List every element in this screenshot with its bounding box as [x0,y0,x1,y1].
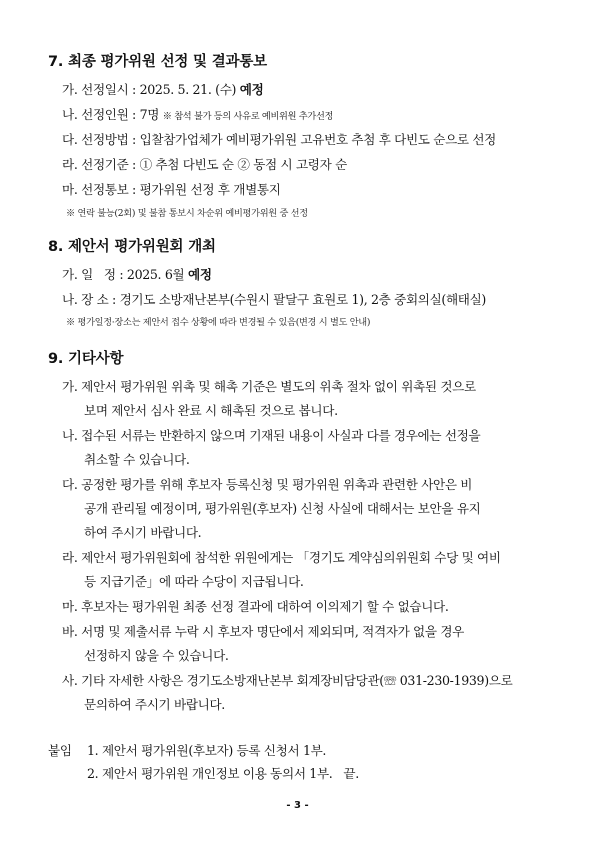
s8-ga-emphasis: 예정 [188,267,212,282]
s7-na-note: ※ 참석 불가 등의 사유로 예비위원 추가선정 [162,111,334,122]
s9-item-ba-line2: 선정하지 않을 수 있습니다. [84,648,229,663]
section-8-title: 8. 제안서 평가위원회 개최 [48,239,216,255]
page-number: - 3 - [286,800,309,811]
section-9-title: 9. 기타사항 [48,351,124,367]
s9-item-ra-line2: 등 지급기준」에 따라 수당이 지급됩니다. [84,574,304,589]
s9-item-sa-line1: 사. 기타 자세한 사항은 경기도소방재난본부 회계장비담당관(☏ 031-230-1939)으로 [62,673,513,688]
s8-item-na: 나. 장 소 : 경기도 소방재난본부(수원시 팔달구 효원로 1), 2층 중회의실(해태실) [62,292,486,307]
s9-item-ma: 마. 후보자는 평가위원 최종 선정 결과에 대하여 이의제기 할 수 없습니다. [62,599,449,614]
s9-item-da-line1: 다. 공정한 평가를 위해 후보자 등록신청 및 평가위원 위촉과 관련한 사안은 비 [62,477,473,492]
s9-item-na-line1: 나. 접수된 서류는 반환하지 않으며 기재된 내용이 사실과 다를 경우에는 선정을 [62,428,481,443]
attachment-item-2: 2. 제안서 평가위원 개인정보 이용 동의서 1부. 끝. [87,766,359,781]
s9-item-ra-line1: 라. 제안서 평가위원회에 참석한 위원에게는 「경기도 계약심의위원회 수당 및 여비 [62,550,501,565]
s7-note: ※ 연락 불능(2회) 및 불참 통보시 차순위 예비평가위원 중 선정 [66,208,308,219]
s8-item-ga [62,264,212,283]
attachment-item-1: 1. 제안서 평가위원(후보자) 등록 신청서 1부. [87,743,327,758]
s7-ga-text: 가. 선정일시 : 2025. 5. 21. (수) [62,82,240,97]
section-7-title: 7. 최종 평가위원 선정 및 결과통보 [48,54,267,70]
s9-item-na-line2: 취소할 수 있습니다. [84,452,190,467]
s7-ga-emphasis: 예정 [239,82,264,97]
s7-item-ra: 라. 선정기준 : ① 추첨 다빈도 순 ② 동점 시 고령자 순 [62,157,347,172]
s8-ga-text: 가. 일 정 : 2025. 6월 [62,267,188,282]
s7-na-text: 나. 선정인원 : 7명 [62,107,163,122]
attachment-label: 붙임 [48,743,72,758]
s7-item-na [62,104,333,123]
s9-item-ga-line1: 가. 제안서 평가위원 위촉 및 해촉 기준은 별도의 위촉 절차 없이 위촉된 것으로 [62,379,476,394]
s9-item-sa-line2: 문의하여 주시기 바랍니다. [84,697,225,712]
s7-item-da: 다. 선정방법 : 입찰참가업체가 예비평가위원 고유번호 추첨 후 다빈도 순으로 선정 [62,132,496,147]
s7-item-ga [62,79,263,98]
s9-item-ga-line2: 보며 제안서 심사 완료 시 해촉된 것으로 봅니다. [84,403,338,418]
s7-item-ma: 마. 선정통보 : 평가위원 선정 후 개별통지 [62,182,281,197]
s9-item-da-line3: 하여 주시기 바랍니다. [84,525,202,540]
s9-item-da-line2: 공개 관리될 예정이며, 평가위원(후보자) 신청 사실에 대해서는 보안을 유지 [84,501,481,516]
s8-note: ※ 평가일정·장소는 제안서 접수 상황에 따라 변경될 수 있음(변경 시 별도 안내) [66,317,371,328]
s9-item-ba-line1: 바. 서명 및 제출서류 누락 시 후보자 명단에서 제외되며, 적격자가 없을 경우 [62,624,464,639]
